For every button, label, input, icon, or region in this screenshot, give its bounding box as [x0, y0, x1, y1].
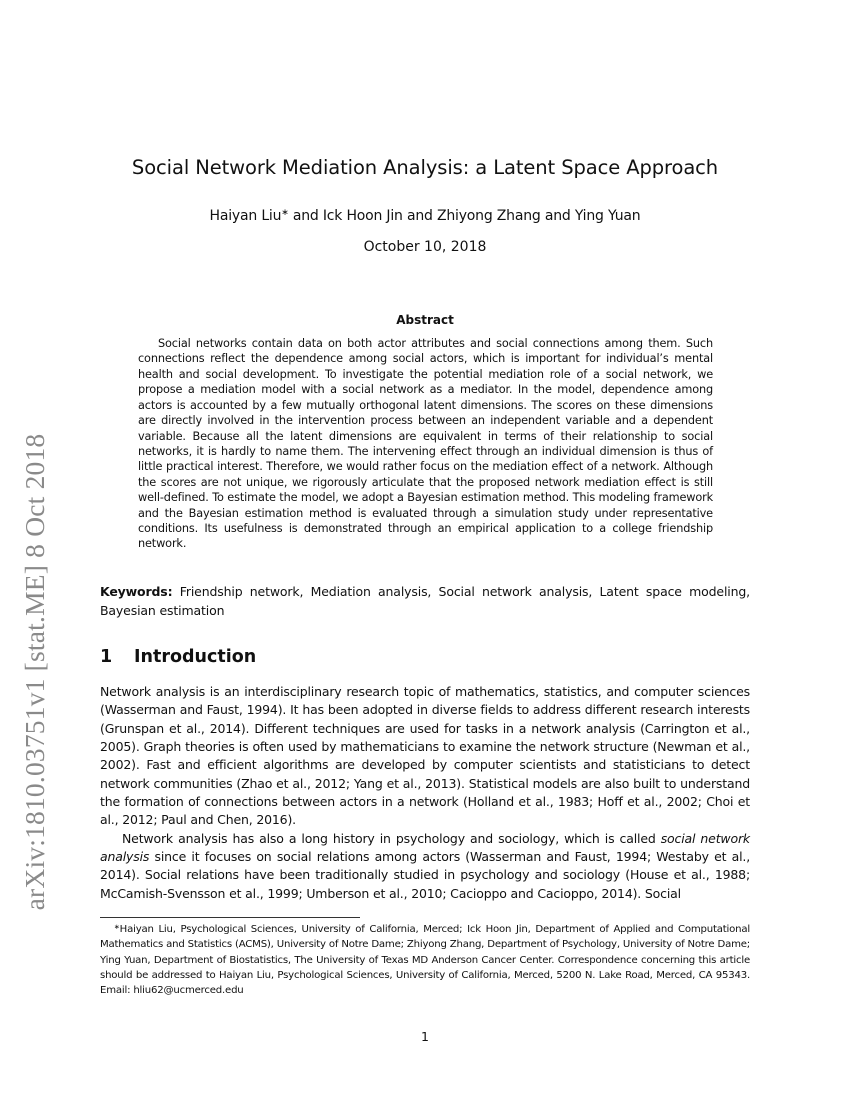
- intro-p2-term: social network analysis: [100, 830, 750, 865]
- intro-p2-rest: since it focuses on social relations among actors (Wasserman and Faust, 1994; Westaby et al., 2014). Social relations have been traditionally studied in psychology and sociology (House et al., 1988; McCamish-Svensson et al., 1999; Umberson et al., 2010; Cacioppo and Cacioppo, 2014). Social: [100, 849, 750, 901]
- other-authors: and Ick Hoon Jin and Zhiyong Zhang and Ying Yuan: [288, 208, 641, 224]
- section-heading-introduction: [100, 645, 750, 669]
- footnote: [100, 920, 750, 998]
- author-footnote-mark[interactable]: ∗: [281, 208, 289, 218]
- intro-paragraph-1: Network analysis is an interdisciplinary research topic of mathematics, statistics, and computer sciences (Wasserman and Faust, 1994). It has been adopted in diverse fields to address different research interests (Grunspan et al., 2014). Different techniques are used for tasks in a network analysis (Carrington et al., 2005). Graph theories is often used by mathematicians to examine the network structure (Newman et al., 2002). Fast and efficient algorithms are developed by computer scientists and statisticians to detect network communities (Zhao et al., 2012; Yang et al., 2013). Statistical models are also built to understand the formation of connections between actors in a network (Holland et al., 1983; Hoff et al., 2002; Choi et al., 2012; Paul and Chen, 2016).: [100, 684, 750, 828]
- footnote-rule: [100, 917, 360, 918]
- footnote-text: Haiyan Liu, Psychological Sciences, University of California, Merced; Ick Hoon Jin, Department of Applied and Computational Mathematics and Statistics (ACMS), University of Notre Dame; Zhiyong Zhang, Department of Psychology, University of Notre Dame; Ying Yuan, Department of Biostatistics, The University of Texas MD Anderson Cancer Center. Correspondence concerning this article should be addressed to Haiyan Liu, Psychological Sciences, University of California, Merced, 5200 N. Lake Road, Merced, CA 95343. Email: hliu62@ucmerced.edu: [100, 924, 750, 997]
- author-list: [100, 203, 750, 226]
- introduction-body: [100, 683, 750, 903]
- keywords-label: Keywords:: [100, 584, 173, 599]
- paper-date: October 10, 2018: [363, 239, 487, 255]
- arxiv-identifier: arXiv:1810.03751v1 [stat.ME] 8 Oct 2018: [19, 433, 50, 911]
- first-author: Haiyan Liu: [209, 208, 282, 224]
- keywords-text: Friendship network, Mediation analysis, Social network analysis, Latent space modeling, Bayesian estimation: [100, 584, 750, 618]
- intro-p2-start: Network analysis has also a long history in psychology and sociology, which is called: [122, 830, 661, 846]
- paper-title: Social Network Mediation Analysis: a Latent Space Approach: [131, 156, 719, 179]
- abstract-text: Social networks contain data on both actor attributes and social connections among them. Such connections reflect the dependence among social actors, which is important for individual’s mental health and social development. To investigate the potential mediation role of a social network, we propose a mediation model with a social network as a mediator. In the model, dependence among actors is accounted by a few mutually orthogonal latent dimensions. The scores on these dimensions are directly involved in the intervention process between an independent variable and a dependent variable. Because all the latent dimensions are equivalent in terms of their relationship to social networks, it is hardly to name them. The intervening effect through an individual dimension is thus of little practical interest. Therefore, we would rather focus on the mediation effect of a network. Although the scores are not unique, we rigorously articulate that the proposed network mediation effect is still well-defined. To estimate the model, we adopt a Bayesian estimation method. This modeling framework and the Bayesian estimation method is evaluated through a simulation study under representative conditions. Its usefulness is demonstrated through an empirical application to a college friendship network.: [138, 337, 713, 551]
- keywords: [100, 583, 750, 620]
- section-number: 1: [100, 647, 113, 667]
- abstract-heading: Abstract: [396, 313, 454, 327]
- page-number: 1: [421, 1029, 429, 1044]
- footnote-mark: ∗: [114, 923, 120, 931]
- section-title: Introduction: [134, 647, 257, 667]
- intro-paragraph-2: [100, 830, 750, 903]
